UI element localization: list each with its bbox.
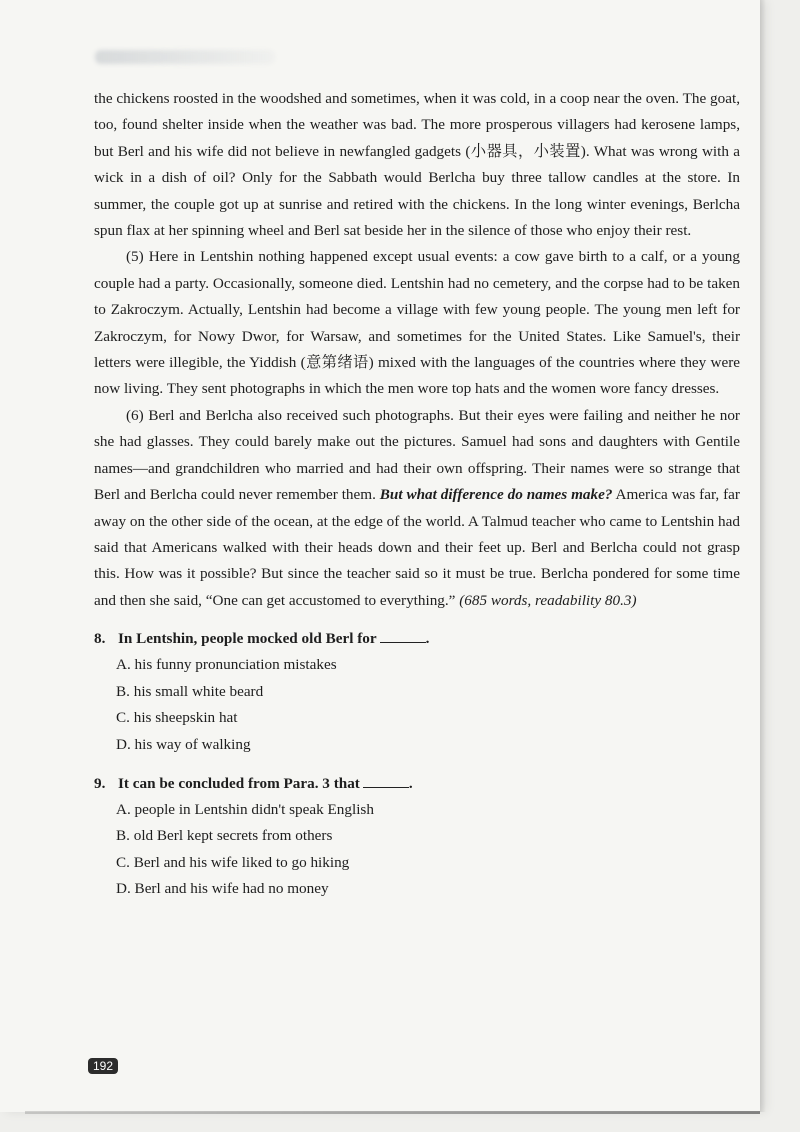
question-8-end: .: [425, 630, 430, 648]
question-9-option-b: B. old Berl kept secrets from others: [116, 827, 333, 845]
paragraph-continued: the chickens roosted in the woodshed and sometimes, when it was cold, in a coop near the oven. The goat, too, found shelter inside when the weather was bad. The more prosperous villagers had kerosene lamps, but Berl and his wife did not believe in newfangled gadgets (小器具，小装置). What was wrong with a wick in a dish of oil? Only for the Sabbath would Berlcha buy three tallow candles at the store. In summer, the couple got up at sunrise and retired with the chickens. In the long winter evenings, Berlcha spun flax at her spinning wheel and Berl sat beside her in the silence of those who enjoy their rest.: [94, 90, 740, 240]
page-content: [94, 86, 740, 903]
question-9-number: 9.: [94, 774, 106, 792]
question-8-stem: [94, 626, 740, 652]
header-smudge: [95, 50, 275, 64]
question-8-option-b: B. his small white beard: [116, 682, 264, 700]
question-8-blank: [380, 628, 426, 643]
question-9-stem: [94, 771, 740, 797]
paragraph-6: [94, 403, 740, 614]
question-8-text: In Lentshin, people mocked old Berl for: [118, 630, 377, 648]
question-9-option-a: A. people in Lentshin didn't speak English: [116, 800, 374, 818]
page-number-badge: 192: [88, 1058, 118, 1074]
question-9: [94, 771, 740, 903]
question-8-option-a: A. his funny pronunciation mistakes: [116, 656, 337, 674]
question-8-option-c: C. his sheepskin hat: [116, 709, 238, 727]
page-edge-shadow: [760, 0, 766, 1112]
paragraph-6-text-after: America was far, far away on the other side of the ocean, at the edge of the world. A Talmud teacher who came to Lentshin had said that Americans walked with their heads down and their feet up. Berl and Berlcha could not grasp this. How was it possible? But since the teacher said so it must be true. Berlcha pondered for some time and then she said, “One can get accustomed to everything.”: [94, 486, 740, 609]
question-9-end: .: [408, 774, 413, 792]
paragraph-6-text-before: (6) Berl and Berlcha also received such photographs. But their eyes were failing and neither he nor she had glasses. They could barely make out the pictures. Samuel had sons and daughters with Gentile names—and grandchildren who married and had their own offspring. Their names were so strange that Berl and Berlcha could never remember them.: [94, 406, 740, 504]
paragraph-6-emphasis: But what difference do names make?: [379, 486, 613, 504]
question-9-option-c: C. Berl and his wife liked to go hiking: [116, 853, 350, 871]
question-9-blank: [363, 773, 409, 788]
question-8: [94, 626, 740, 758]
paragraph-5: (5) Here in Lentshin nothing happened except usual events: a cow gave birth to a calf, or a young couple had a party. Occasionally, someone died. Lentshin had no cemetery, and the corpse had to be taken to Zakroczym. Actually, Lentshin had become a village with few young people. The young men left for Zakroczym, for Nowy Dwor, for Warsaw, and sometimes for the United States. Like Samuel's, their letters were illegible, the Yiddish (意第绪语) mixed with the languages of the countries where they were now living. They sent photographs in which the men wore top hats and the women wore fancy dresses.: [94, 248, 740, 398]
question-9-text: It can be concluded from Para. 3 that: [118, 774, 360, 792]
word-count-note: (685 words, readability 80.3): [459, 591, 637, 609]
question-8-option-d: D. his way of walking: [116, 735, 251, 753]
question-9-option-d: D. Berl and his wife had no money: [116, 880, 329, 898]
question-8-number: 8.: [94, 630, 106, 648]
bottom-rule: [25, 1111, 760, 1114]
